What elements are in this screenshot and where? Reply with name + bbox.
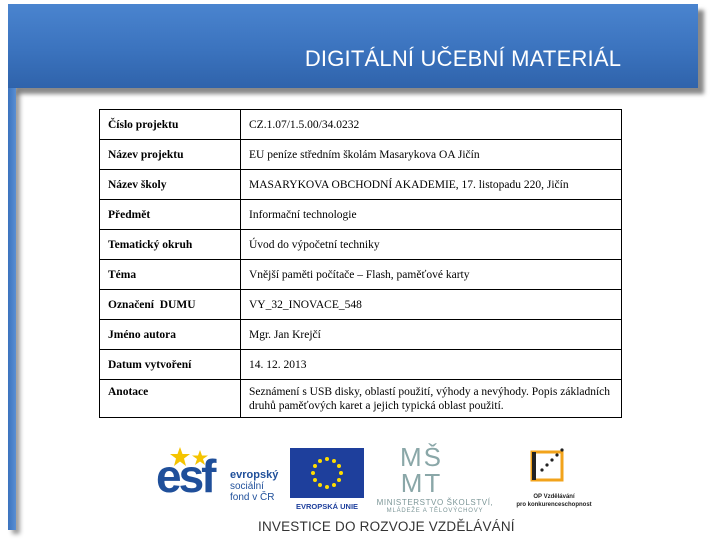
row-label: Předmět [100, 200, 241, 230]
table-row [100, 380, 622, 418]
eu-flag-icon [290, 448, 364, 498]
table-row [100, 170, 622, 200]
eu-label: EVROPSKÁ UNIE [295, 502, 359, 511]
row-value: MASARYKOVA OBCHODNÍ AKADEMIE, 17. listopadu 220, Jičín [241, 170, 622, 200]
row-value: 14. 12. 2013 [241, 350, 622, 380]
msmt-line-2: MLÁDEŽE A TĚLOVÝCHOVY [386, 508, 484, 514]
table-row [100, 230, 622, 260]
eu-logo [290, 448, 364, 518]
row-value: CZ.1.07/1.5.00/34.0232 [241, 110, 622, 140]
row-value: Informační technologie [241, 200, 622, 230]
table-row [100, 110, 622, 140]
project-info-table [99, 109, 622, 418]
slide-title: DIGITÁLNÍ UČEBNÍ MATERIÁL [304, 46, 622, 71]
row-label: Název školy [100, 170, 241, 200]
esf-wordmark: esf [156, 450, 214, 502]
esf-line-3: fond v ČR [230, 492, 275, 503]
row-label: Jméno autora [100, 320, 241, 350]
esf-caption [230, 470, 278, 503]
table-row [100, 290, 622, 320]
row-label: Číslo projektu [100, 110, 241, 140]
op-emblem-icon [528, 446, 568, 482]
table-row [100, 200, 622, 230]
table-row [100, 320, 622, 350]
msmt-logo [370, 444, 500, 524]
op-logo [506, 446, 602, 522]
title-banner [8, 4, 698, 88]
row-value: Vnější paměti počítače – Flash, paměťové karty [241, 260, 622, 290]
row-label: Anotace [100, 380, 241, 418]
table-row [100, 260, 622, 290]
left-accent-strip [8, 88, 16, 530]
esf-logo [156, 446, 286, 514]
msmt-mark-bottom: MT [400, 468, 443, 498]
row-value: Mgr. Jan Krejčí [241, 320, 622, 350]
table-row [100, 140, 622, 170]
eu-stars-icon [290, 448, 364, 498]
op-line-2: pro konkurenceschopnost [516, 502, 592, 508]
row-label: Tematický okruh [100, 230, 241, 260]
investment-tagline: INVESTICE DO ROZVOJE VZDĚLÁVÁNÍ [258, 519, 515, 534]
row-value: Úvod do výpočetní techniky [241, 230, 622, 260]
row-label: Datum vytvoření [100, 350, 241, 380]
msmt-mark-top: MŠ [400, 442, 443, 472]
row-value: VY_32_INOVACE_548 [241, 290, 622, 320]
msmt-monogram [400, 444, 443, 496]
esf-line-1: evropský [230, 469, 279, 481]
row-value: Seznámení s USB disky, oblastí použití, výhody a nevýhody. Popis základních druhů paměťových karet a jejich typická oblast použití. [241, 380, 622, 418]
msmt-line-1: MINISTERSTVO ŠKOLSTVÍ, [376, 498, 494, 507]
row-label: Název projektu [100, 140, 241, 170]
row-label: Označení DUMU [100, 290, 241, 320]
table-row [100, 350, 622, 380]
op-line-1: OP Vzdělávání [533, 494, 575, 500]
row-value: EU peníze středním školám Masarykova OA Jičín [241, 140, 622, 170]
row-label: Téma [100, 260, 241, 290]
esf-line-2: sociální [230, 481, 264, 492]
